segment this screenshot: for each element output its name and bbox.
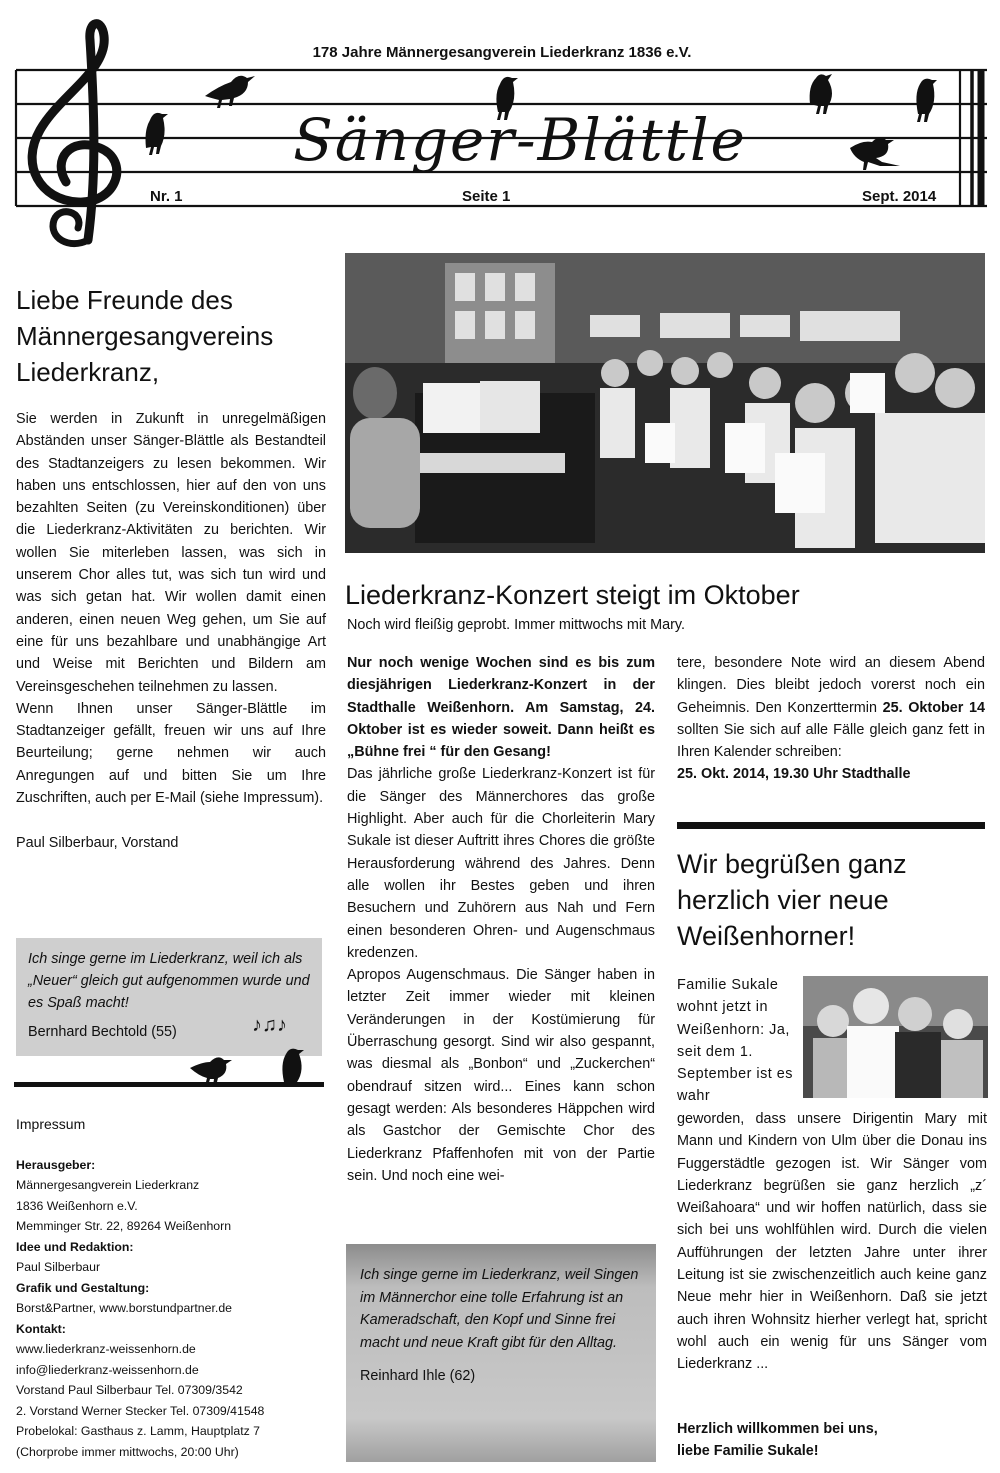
section-divider [677,822,985,829]
concert-date-line: 25. Okt. 2014, 19.30 Uhr Stadthalle [677,766,911,783]
concert-lead: Nur noch wenige Wochen sind es bis zum diesjährigen Liederkranz-Konzert in der Stadthalle Weißenhorn. Am Samstag, 24. Oktober ist es wieder soweit. Dann heißt es „Bühne frei “ für den Gesang! [347,655,655,761]
welcome-heading: Wir begrüßen ganz herzlich vier neue Weißenhorner! [677,849,907,951]
publisher-address: Memminger Str. 22, 89264 Weißenhorn [16,1219,232,1233]
family-photo [803,976,988,1098]
impressum-title: Impressum [16,1116,86,1132]
concert-continued-text: sollten Sie sich auf alle Fälle gleich ganz fett in Ihren Kalender schreiben: [677,721,985,761]
publisher-name: 1836 Weißenhorn e.V. [16,1198,138,1213]
welcome-body [677,1108,987,1376]
welcome-paragraph: geworden, dass unsere Dirigentin Mary mit Mann und Kindern von Ulm über die Donau ins Fuggerstädtle gezogen ist. Wir Sänger vom Liederkranz begrüßen sie ganz herzlich „z´ Weißahoara“ und wir hoffen natürlich, dass sie sich bei uns wohlfühlen wird. Durch die vielen Aufführungen der letzten Jahre unter ihrer Leitung ist sie zwischenzeitlich auch keine ganz Neue mehr hier in Weißenhorn. Daß sie jetzt auch ihren Wohnsitz hierher verlegt hat, spricht wohl auch ein wenig für uns Sänger vom Liederkranz ... [677,1111,987,1373]
concert-paragraph: Das jährliche große Liederkranz-Konzert ist für die Sänger des Männerchores das große Highlight. Aber auch für die Chorleiterin Mary Sukale ist dieser Auftritt ihres Chores die größte Herausforderung während des Jahres. Denn alle wollen ihr Bestes geben und ihren Besuchern und Zuhörern aus Nah und Fern einen besonderen Ohren- und Augenschmaus kredenzen. [347,766,655,961]
bird-icon [916,79,937,122]
quote-text: Ich singe gerne im Liederkranz, weil Singen im Männerchor eine tolle Erfahrung ist an Kameradschaft, den Kopf und Sinne frei macht und neue Kraft gibt für den Alltag. [360,1267,639,1351]
concert-date-bold: 25. Oktober 14 [882,699,985,716]
quote-author: Bernhard Bechtold (55) [28,1024,177,1040]
choir-rehearsal-photo [345,253,985,553]
concert-paragraph-continued [677,652,985,763]
birds-on-line-divider [14,1040,326,1092]
concert-subheading: Noch wird fleißig geprobt. Immer mittwochs mit Mary. [347,617,685,633]
editor-label: Idee und Redaktion: [16,1239,134,1254]
concert-continued-text: tere, besondere Note wird an diesem Abend klingen. Dies bleibt jedoch vorerst noch ein Geheimnis. Den Konzerttermin [677,655,985,716]
welcome-intro: Familie Sukale wohnt jetzt in Weißenhorn: Ja, seit dem 1. September ist es wahr [677,977,793,1105]
concert-heading: Liederkranz-Konzert steigt im Oktober [345,580,800,610]
welcome-closing-line: liebe Familie Sukale! [677,1443,819,1459]
bird-icon [850,137,900,170]
member-quote-box [16,938,322,1056]
contact-label: Kontakt: [16,1321,66,1336]
issue-number: Nr. 1 [150,188,183,205]
editor-name: Paul Silberbaur [16,1260,101,1274]
greeting-paragraph: Sie werden in Zukunft in unregelmäßigen Abständen unser Sänger-Blättle als Bestandteil des Stadtanzeigers zu lesen bekommen. Wir haben uns entschlossen, hier auf den von uns bezahlten Seiten (zu Vereinskonditionen) über die Liederkranz-Aktivitäten zu berichten. Wir wollen Sie miterleben lassen, was sich in unserem Chor alles tut, was sich tun wird und was sich getan hat. Wir wollen damit einen anderen, einen neuen Weg gehen, um Sie auf eine für uns bezahlbare und unabhängige Art und Weise mit Berichten und Bildern am Vereinsgeschehen teilnehmen zu lassen. [16,411,326,695]
impressum [16,1114,326,1462]
publisher-name: Männergesangverein Liederkranz [16,1178,200,1192]
issue-date: Sept. 2014 [862,188,937,205]
bird-icon [282,1049,304,1082]
treble-clef-icon [32,24,117,244]
contact-vice-phone: 2. Vorstand Werner Stecker Tel. 07309/41548 [16,1403,265,1418]
newsletter-title: Sänger-Blättle [293,106,747,174]
bird-icon [146,113,169,155]
rehearsal-place: Probelokal: Gasthaus z. Lamm, Hauptplatz 7 [16,1424,261,1438]
welcome-closing-line: Herzlich willkommen bei uns, [677,1421,878,1437]
masthead [0,0,1000,250]
greeting-signature: Paul Silberbaur, Vorstand [16,835,179,852]
greeting-article [16,282,326,851]
contact-email-link[interactable]: info@liederkranz-weissenhorn.de [16,1362,199,1377]
music-notes-icon: ♪♫♪ [252,1014,287,1036]
design-label: Grafik und Gestaltung: [16,1280,150,1295]
page-number: Seite 1 [462,188,511,205]
design-credit: Borst&Partner, www.borstundpartner.de [16,1301,232,1315]
publisher-label: Herausgeber: [16,1157,96,1172]
concert-column-1 [347,652,655,1187]
club-anniversary-line: 178 Jahre Männergesangverein Liederkranz 1836 e.V. [312,44,692,61]
rehearsal-time: (Chorprobe immer mittwochs, 20:00 Uhr) [16,1444,239,1459]
welcome-closing [677,1418,987,1462]
greeting-paragraph: Wenn Ihnen unser Sänger-Blättle im Stadtanzeiger gefällt, freuen wir uns auf Ihre Beurteilung; gerne nehmen wir auch Anregungen auf und bitten Sie um Ihre Zuschriften, auch per E-Mail (siehe Impressum). [16,700,326,807]
concert-paragraph: Apropos Augenschmaus. Die Sänger haben in letzter Zeit immer wieder mit kleinen Veränderungen in der Kostümierung für Überraschung gesorgt. Sind wir also gespannt, was diesmal als „Bonbon“ und „Zuckerchen“ obendrauf sitzen wird... Eines kann schon gesagt werden: Als besonderes Häppchen wird als Gastchor der Gemischte Chor des Liederkranz Pfaffenhofen mit von der Partie sein. Und noch eine wei- [347,967,655,1184]
quote-author: Reinhard Ihle (62) [360,1368,476,1384]
contact-website-link[interactable]: www.liederkranz-weissenhorn.de [16,1342,196,1356]
bird-icon [190,1057,232,1086]
contact-chair-phone: Vorstand Paul Silberbaur Tel. 07309/3542 [16,1383,243,1397]
quote-text: Ich singe gerne im Liederkranz, weil ich als „Neuer“ gleich gut aufgenommen wurde und es Spaß macht! [28,951,310,1011]
member-quote-box [346,1244,656,1462]
greeting-heading: Liebe Freunde des Männergesangvereins Liederkranz, [16,285,274,387]
concert-column-2 [677,652,985,786]
